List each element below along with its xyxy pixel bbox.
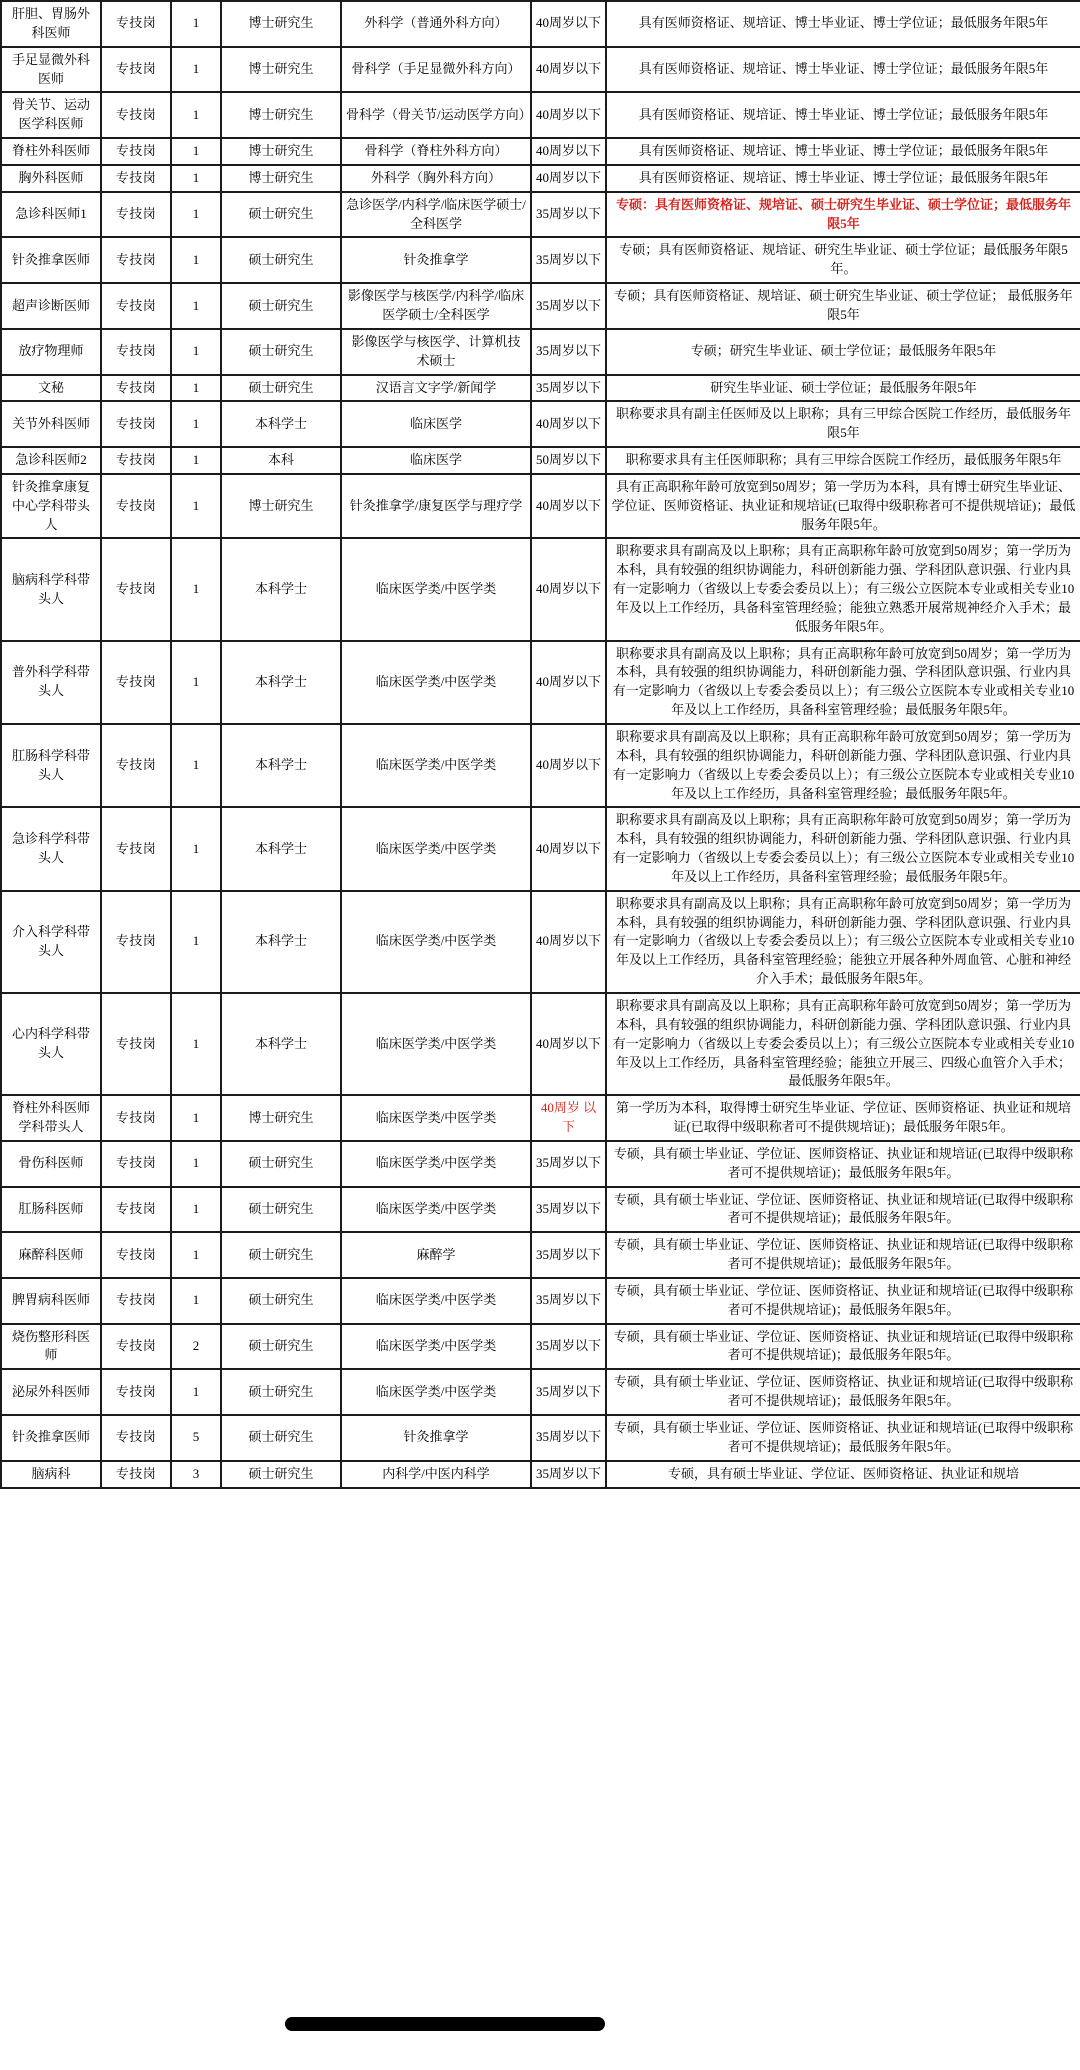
table-row <box>1 447 1080 474</box>
cell-degree: 博士研究生 <box>221 474 341 539</box>
cell-degree: 博士研究生 <box>221 138 341 165</box>
cell-post-type: 专技岗 <box>101 329 171 375</box>
cell-headcount: 1 <box>171 1369 221 1415</box>
cell-requirements: 具有正高职称年龄可放宽到50周岁；第一学历为本科，具有博士研究生毕业证、学位证、医师资格证、执业证和规培证(已取得中级职称者可不提供规培证)；最低服务年限5年。 <box>606 474 1080 539</box>
cell-post: 肛肠科学科带头人 <box>1 724 101 807</box>
cell-headcount: 1 <box>171 1278 221 1324</box>
cell-degree: 本科学士 <box>221 891 341 993</box>
cell-major: 临床医学类/中医学类 <box>341 891 531 993</box>
cell-headcount: 1 <box>171 807 221 890</box>
table-row <box>1 538 1080 640</box>
cell-post: 放疗物理师 <box>1 329 101 375</box>
cell-age: 40周岁以下 <box>531 891 606 993</box>
cell-post-type: 专技岗 <box>101 138 171 165</box>
table-row <box>1 1 1080 47</box>
cell-post: 手足显微外科医师 <box>1 47 101 93</box>
cell-requirements: 职称要求具有副高及以上职称；具有正高职称年龄可放宽到50周岁；第一学历为本科，具有较强的组织协调能力，科研创新能力强、学科团队意识强、行业内具有一定影响力（省级以上专委会委员以上）；有三级公立医院本专业或相关专业10年及以上工作经历，具备科室管理经验；能独立开展各种外周血管、心脏和神经介入手术；最低服务年限5年。 <box>606 891 1080 993</box>
table-row <box>1 891 1080 993</box>
table-row <box>1 165 1080 192</box>
table-row <box>1 329 1080 375</box>
cell-post-type: 专技岗 <box>101 1187 171 1233</box>
cell-degree: 本科学士 <box>221 401 341 447</box>
cell-degree: 硕士研究生 <box>221 1141 341 1187</box>
cell-major: 骨科学（脊柱外科方向） <box>341 138 531 165</box>
cell-post: 麻醉科医师 <box>1 1232 101 1278</box>
cell-degree: 本科学士 <box>221 538 341 640</box>
cell-post-type: 专技岗 <box>101 375 171 402</box>
cell-requirements: 专硕，具有硕士毕业证、学位证、医师资格证、执业证和规培证(已取得中级职称者可不提供规培证)；最低服务年限5年。 <box>606 1369 1080 1415</box>
cell-major: 外科学（普通外科方向） <box>341 1 531 47</box>
table-row <box>1 1324 1080 1370</box>
cell-age: 35周岁以下 <box>531 1232 606 1278</box>
cell-major: 骨科学（骨关节/运动医学方向） <box>341 92 531 138</box>
cell-degree: 本科学士 <box>221 641 341 724</box>
cell-requirements: 专硕；具有医师资格证、规培证、硕士研究生毕业证、硕士学位证； 最低服务年限5年 <box>606 283 1080 329</box>
cell-post: 脑病科学科带头人 <box>1 538 101 640</box>
cell-degree: 本科 <box>221 447 341 474</box>
cell-post-type: 专技岗 <box>101 401 171 447</box>
cell-requirements: 专硕，具有硕士毕业证、学位证、医师资格证、执业证和规培证(已取得中级职称者可不提供规培证)；最低服务年限5年。 <box>606 1187 1080 1233</box>
cell-post: 介入科学科带头人 <box>1 891 101 993</box>
cell-degree: 博士研究生 <box>221 92 341 138</box>
table-row <box>1 1461 1080 1488</box>
cell-post-type: 专技岗 <box>101 724 171 807</box>
cell-headcount: 1 <box>171 329 221 375</box>
cell-post: 急诊科医师1 <box>1 192 101 238</box>
table-row <box>1 1278 1080 1324</box>
cell-post: 脊柱外科医师 <box>1 138 101 165</box>
cell-age: 35周岁以下 <box>531 1415 606 1461</box>
cell-requirements: 专硕；研究生毕业证、硕士学位证；最低服务年限5年 <box>606 329 1080 375</box>
cell-requirements: 专硕，具有硕士毕业证、学位证、医师资格证、执业证和规培证(已取得中级职称者可不提供规培证)；最低服务年限5年。 <box>606 1278 1080 1324</box>
cell-age: 40周岁以下 <box>531 724 606 807</box>
cell-requirements: 专硕：具有医师资格证、规培证、硕士研究生毕业证、硕士学位证；最低服务年限5年 <box>606 192 1080 238</box>
cell-post: 急诊科学科带头人 <box>1 807 101 890</box>
cell-requirements: 专硕；具有医师资格证、规培证、研究生毕业证、硕士学位证；最低服务年限5年。 <box>606 237 1080 283</box>
cell-requirements: 具有医师资格证、规培证、博士毕业证、博士学位证；最低服务年限5年 <box>606 165 1080 192</box>
cell-age: 35周岁以下 <box>531 1461 606 1488</box>
cell-post: 文秘 <box>1 375 101 402</box>
cell-headcount: 1 <box>171 474 221 539</box>
cell-degree: 硕士研究生 <box>221 1232 341 1278</box>
cell-age: 40周岁以下 <box>531 474 606 539</box>
cell-headcount: 1 <box>171 1187 221 1233</box>
cell-post: 肛肠科医师 <box>1 1187 101 1233</box>
cell-post: 脑病科 <box>1 1461 101 1488</box>
cell-requirements: 职称要求具有副主任医师及以上职称；具有三甲综合医院工作经历，最低服务年限5年 <box>606 401 1080 447</box>
cell-requirements: 第一学历为本科，取得博士研究生毕业证、学位证、医师资格证、执业证和规培证(已取得中级职称者可不提供规培证)；最低服务年限5年。 <box>606 1095 1080 1141</box>
cell-headcount: 1 <box>171 538 221 640</box>
cell-age: 35周岁以下 <box>531 1187 606 1233</box>
cell-headcount: 1 <box>171 447 221 474</box>
cell-post-type: 专技岗 <box>101 993 171 1095</box>
cell-major: 麻醉学 <box>341 1232 531 1278</box>
cell-major: 临床医学 <box>341 401 531 447</box>
cell-major: 外科学（胸外科方向） <box>341 165 531 192</box>
cell-post-type: 专技岗 <box>101 1141 171 1187</box>
table-row <box>1 1187 1080 1233</box>
cell-age: 35周岁以下 <box>531 237 606 283</box>
cell-degree: 硕士研究生 <box>221 1324 341 1370</box>
cell-headcount: 1 <box>171 1095 221 1141</box>
cell-major: 汉语言文字学/新闻学 <box>341 375 531 402</box>
cell-post-type: 专技岗 <box>101 1095 171 1141</box>
cell-requirements: 专硕，具有硕士毕业证、学位证、医师资格证、执业证和规培证(已取得中级职称者可不提供规培证)；最低服务年限5年。 <box>606 1232 1080 1278</box>
cell-degree: 硕士研究生 <box>221 192 341 238</box>
cell-post-type: 专技岗 <box>101 165 171 192</box>
cell-post: 骨伤科医师 <box>1 1141 101 1187</box>
cell-post-type: 专技岗 <box>101 1232 171 1278</box>
cell-requirements: 职称要求具有副高及以上职称；具有正高职称年龄可放宽到50周岁；第一学历为本科，具有较强的组织协调能力，科研创新能力强、学科团队意识强、行业内具有一定影响力（省级以上专委会委员以上）；有三级公立医院本专业或相关专业10年及以上工作经历，具备科室管理经验；最低服务年限5年。 <box>606 724 1080 807</box>
cell-post-type: 专技岗 <box>101 47 171 93</box>
cell-degree: 博士研究生 <box>221 47 341 93</box>
table-row <box>1 1141 1080 1187</box>
cell-requirements: 具有医师资格证、规培证、博士毕业证、博士学位证；最低服务年限5年 <box>606 47 1080 93</box>
table-row <box>1 375 1080 402</box>
cell-age: 40周岁以下 <box>531 993 606 1095</box>
cell-post: 普外科学科带头人 <box>1 641 101 724</box>
cell-headcount: 1 <box>171 283 221 329</box>
cell-major: 临床医学类/中医学类 <box>341 1278 531 1324</box>
cell-post: 心内科学科带头人 <box>1 993 101 1095</box>
cell-major: 临床医学类/中医学类 <box>341 641 531 724</box>
cell-major: 急诊医学/内科学/临床医学硕士/全科医学 <box>341 192 531 238</box>
cell-age: 40周岁以下 <box>531 807 606 890</box>
cell-headcount: 1 <box>171 165 221 192</box>
cell-age: 35周岁以下 <box>531 1278 606 1324</box>
cell-headcount: 1 <box>171 237 221 283</box>
cell-degree: 硕士研究生 <box>221 375 341 402</box>
table-row <box>1 138 1080 165</box>
table-row <box>1 283 1080 329</box>
cell-degree: 硕士研究生 <box>221 1278 341 1324</box>
table-row <box>1 47 1080 93</box>
redaction-bar <box>285 2017 605 2031</box>
cell-degree: 博士研究生 <box>221 165 341 192</box>
cell-post-type: 专技岗 <box>101 807 171 890</box>
cell-age: 35周岁以下 <box>531 1141 606 1187</box>
cell-post-type: 专技岗 <box>101 283 171 329</box>
cell-post-type: 专技岗 <box>101 1415 171 1461</box>
cell-headcount: 1 <box>171 641 221 724</box>
cell-age: 40周岁以下 <box>531 538 606 640</box>
cell-major: 影像医学与核医学、计算机技术硕士 <box>341 329 531 375</box>
cell-post: 泌尿外科医师 <box>1 1369 101 1415</box>
cell-post: 急诊科医师2 <box>1 447 101 474</box>
cell-major: 临床医学类/中医学类 <box>341 807 531 890</box>
cell-headcount: 1 <box>171 1 221 47</box>
cell-age: 35周岁以下 <box>531 283 606 329</box>
cell-age: 35周岁以下 <box>531 1369 606 1415</box>
cell-age: 40周岁以下 <box>531 47 606 93</box>
cell-age: 40周岁以下 <box>531 641 606 724</box>
cell-major: 骨科学（手足显微外科方向） <box>341 47 531 93</box>
cell-requirements: 职称要求具有副高及以上职称；具有正高职称年龄可放宽到50周岁；第一学历为本科，具有较强的组织协调能力，科研创新能力强、学科团队意识强、行业内具有一定影响力（省级以上专委会委员以上）；有三级公立医院本专业或相关专业10年及以上工作经历，具备科室管理经验；能独立开展三、四级心血管介入手术；最低服务年限5年。 <box>606 993 1080 1095</box>
cell-post: 肝胆、胃肠外科医师 <box>1 1 101 47</box>
cell-degree: 硕士研究生 <box>221 1187 341 1233</box>
cell-post-type: 专技岗 <box>101 1 171 47</box>
cell-post-type: 专技岗 <box>101 1369 171 1415</box>
cell-requirements: 专硕，具有硕士毕业证、学位证、医师资格证、执业证和规培证(已取得中级职称者可不提供规培证)；最低服务年限5年。 <box>606 1415 1080 1461</box>
table-row <box>1 1095 1080 1141</box>
cell-post: 针灸推拿康复中心学科带头人 <box>1 474 101 539</box>
cell-age: 50周岁以下 <box>531 447 606 474</box>
cell-requirements: 专硕，具有硕士毕业证、学位证、医师资格证、执业证和规培证(已取得中级职称者可不提供规培证)；最低服务年限5年。 <box>606 1324 1080 1370</box>
cell-major: 针灸推拿学/康复医学与理疗学 <box>341 474 531 539</box>
table-row <box>1 92 1080 138</box>
cell-degree: 硕士研究生 <box>221 1369 341 1415</box>
cell-age: 35周岁以下 <box>531 1324 606 1370</box>
table-row <box>1 1415 1080 1461</box>
cell-post: 超声诊断医师 <box>1 283 101 329</box>
cell-age: 40周岁以下 <box>531 138 606 165</box>
cell-headcount: 1 <box>171 375 221 402</box>
cell-major: 针灸推拿学 <box>341 1415 531 1461</box>
cell-requirements: 职称要求具有副高及以上职称；具有正高职称年龄可放宽到50周岁；第一学历为本科，具有较强的组织协调能力，科研创新能力强、学科团队意识强、行业内具有一定影响力（省级以上专委会委员以上）；有三级公立医院本专业或相关专业10年及以上工作经历，具备科室管理经验；能独立熟悉开展常规神经介入手术；最低服务年限5年。 <box>606 538 1080 640</box>
cell-post-type: 专技岗 <box>101 1278 171 1324</box>
cell-requirements: 职称要求具有副高及以上职称；具有正高职称年龄可放宽到50周岁；第一学历为本科，具有较强的组织协调能力，科研创新能力强、学科团队意识强、行业内具有一定影响力（省级以上专委会委员以上）；有三级公立医院本专业或相关专业10年及以上工作经历，具备科室管理经验；最低服务年限5年。 <box>606 807 1080 890</box>
table-row <box>1 474 1080 539</box>
cell-major: 临床医学 <box>341 447 531 474</box>
table-row <box>1 237 1080 283</box>
cell-headcount: 1 <box>171 138 221 165</box>
cell-post: 关节外科医师 <box>1 401 101 447</box>
cell-post: 针灸推拿医师 <box>1 237 101 283</box>
cell-headcount: 1 <box>171 891 221 993</box>
cell-age: 40周岁以下 <box>531 1 606 47</box>
cell-age: 35周岁以下 <box>531 329 606 375</box>
cell-degree: 本科学士 <box>221 807 341 890</box>
cell-degree: 硕士研究生 <box>221 1415 341 1461</box>
cell-post: 脾胃病科医师 <box>1 1278 101 1324</box>
cell-headcount: 1 <box>171 47 221 93</box>
table-row <box>1 641 1080 724</box>
cell-major: 针灸推拿学 <box>341 237 531 283</box>
cell-major: 内科学/中医内科学 <box>341 1461 531 1488</box>
cell-major: 影像医学与核医学/内科学/临床医学硕士/全科医学 <box>341 283 531 329</box>
cell-major: 临床医学类/中医学类 <box>341 1187 531 1233</box>
cell-major: 临床医学类/中医学类 <box>341 993 531 1095</box>
cell-headcount: 2 <box>171 1324 221 1370</box>
cell-requirements: 职称要求具有副高及以上职称；具有正高职称年龄可放宽到50周岁；第一学历为本科，具有较强的组织协调能力，科研创新能力强、学科团队意识强、行业内具有一定影响力（省级以上专委会委员以上）；有三级公立医院本专业或相关专业10年及以上工作经历，具备科室管理经验；最低服务年限5年。 <box>606 641 1080 724</box>
cell-post-type: 专技岗 <box>101 92 171 138</box>
cell-post-type: 专技岗 <box>101 447 171 474</box>
cell-requirements: 具有医师资格证、规培证、博士毕业证、博士学位证；最低服务年限5年 <box>606 138 1080 165</box>
cell-age: 40周岁以下 <box>531 401 606 447</box>
table-row <box>1 807 1080 890</box>
cell-requirements: 研究生毕业证、硕士学位证；最低服务年限5年 <box>606 375 1080 402</box>
table-row <box>1 1369 1080 1415</box>
cell-post-type: 专技岗 <box>101 538 171 640</box>
cell-requirements: 专硕，具有硕士毕业证、学位证、医师资格证、执业证和规培 <box>606 1461 1080 1488</box>
cell-major: 临床医学类/中医学类 <box>341 1095 531 1141</box>
table-row <box>1 724 1080 807</box>
cell-post-type: 专技岗 <box>101 891 171 993</box>
cell-age: 40周岁以下 <box>531 92 606 138</box>
cell-headcount: 3 <box>171 1461 221 1488</box>
cell-post-type: 专技岗 <box>101 641 171 724</box>
cell-headcount: 1 <box>171 92 221 138</box>
cell-post-type: 专技岗 <box>101 237 171 283</box>
cell-age: 35周岁以下 <box>531 192 606 238</box>
table-row <box>1 192 1080 238</box>
cell-age: 40周岁 以下 <box>531 1095 606 1141</box>
cell-post-type: 专技岗 <box>101 192 171 238</box>
cell-degree: 硕士研究生 <box>221 1461 341 1488</box>
cell-degree: 本科学士 <box>221 993 341 1095</box>
table-row <box>1 401 1080 447</box>
cell-degree: 硕士研究生 <box>221 283 341 329</box>
cell-degree: 博士研究生 <box>221 1 341 47</box>
cell-headcount: 1 <box>171 724 221 807</box>
cell-major: 临床医学类/中医学类 <box>341 1324 531 1370</box>
cell-major: 临床医学类/中医学类 <box>341 1141 531 1187</box>
cell-post-type: 专技岗 <box>101 1461 171 1488</box>
table-row <box>1 1232 1080 1278</box>
cell-post: 胸外科医师 <box>1 165 101 192</box>
cell-major: 临床医学类/中医学类 <box>341 538 531 640</box>
cell-requirements: 专硕，具有硕士毕业证、学位证、医师资格证、执业证和规培证(已取得中级职称者可不提供规培证)；最低服务年限5年。 <box>606 1141 1080 1187</box>
cell-headcount: 1 <box>171 1232 221 1278</box>
cell-age: 35周岁以下 <box>531 375 606 402</box>
cell-degree: 博士研究生 <box>221 1095 341 1141</box>
cell-post-type: 专技岗 <box>101 1324 171 1370</box>
cell-post-type: 专技岗 <box>101 474 171 539</box>
table-row <box>1 993 1080 1095</box>
cell-age: 40周岁以下 <box>531 165 606 192</box>
cell-requirements: 职称要求具有主任医师职称；具有三甲综合医院工作经历，最低服务年限5年 <box>606 447 1080 474</box>
cell-requirements: 具有医师资格证、规培证、博士毕业证、博士学位证；最低服务年限5年 <box>606 1 1080 47</box>
cell-headcount: 1 <box>171 1141 221 1187</box>
table-body <box>1 1 1080 1488</box>
cell-headcount: 5 <box>171 1415 221 1461</box>
cell-degree: 硕士研究生 <box>221 329 341 375</box>
cell-post: 脊柱外科医师学科带头人 <box>1 1095 101 1141</box>
cell-post: 针灸推拿医师 <box>1 1415 101 1461</box>
cell-headcount: 1 <box>171 993 221 1095</box>
cell-requirements: 具有医师资格证、规培证、博士毕业证、博士学位证；最低服务年限5年 <box>606 92 1080 138</box>
cell-major: 临床医学类/中医学类 <box>341 1369 531 1415</box>
cell-headcount: 1 <box>171 401 221 447</box>
cell-post: 烧伤整形科医师 <box>1 1324 101 1370</box>
cell-degree: 本科学士 <box>221 724 341 807</box>
cell-headcount: 1 <box>171 192 221 238</box>
cell-post: 骨关节、运动医学科医师 <box>1 92 101 138</box>
cell-major: 临床医学类/中医学类 <box>341 724 531 807</box>
cell-degree: 硕士研究生 <box>221 237 341 283</box>
